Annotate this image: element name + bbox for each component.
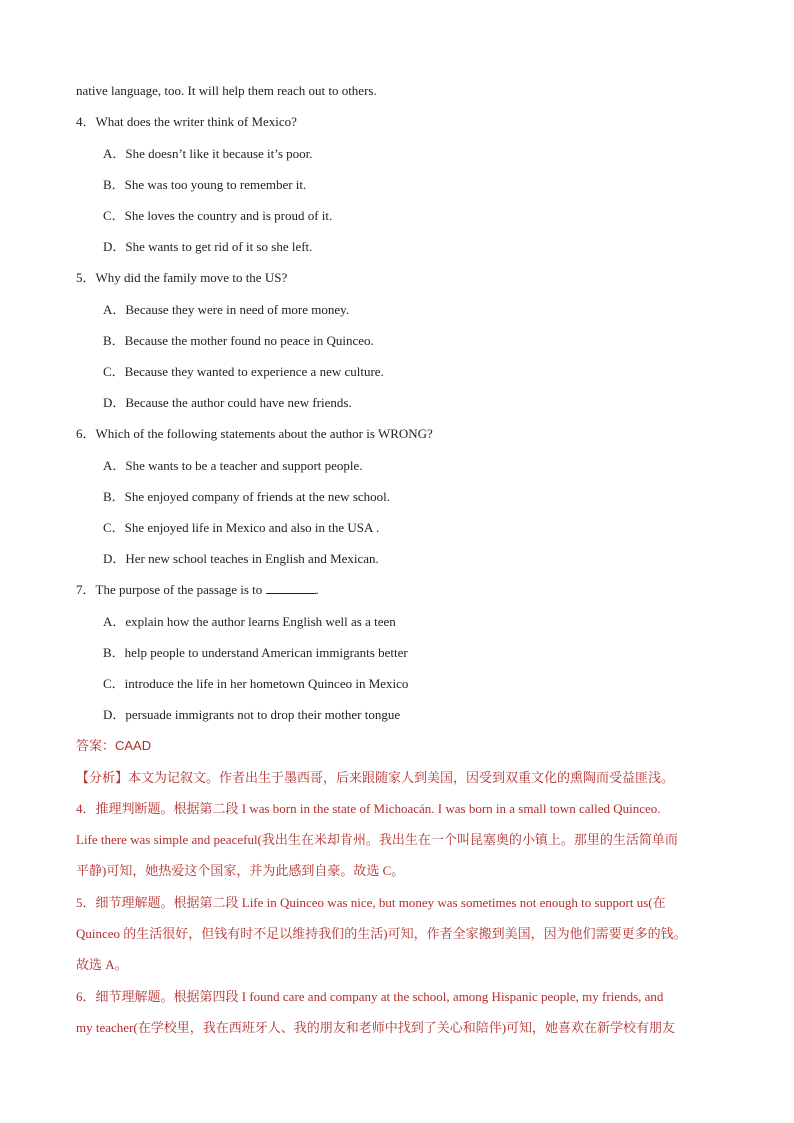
question-6-stem: 6．Which of the following statements about the author is WRONG?	[76, 426, 433, 441]
analysis-question-6	[76, 981, 718, 1043]
analysis-question-5	[76, 887, 718, 980]
analysis-q6-line-1: 6．细节理解题。根据第四段 I found care and company at the school, among Hispanic people, my friends, and	[76, 989, 664, 1004]
analysis-intro: 【分析】本文为记叙文。作者出生于墨西哥，后来跟随家人到美国，因受到双重文化的熏陶而受益匪浅。	[76, 770, 675, 785]
question-5-option-a: A．Because they were in need of more money.	[103, 302, 350, 317]
question-4-option-c: C．She loves the country and is proud of it.	[103, 208, 333, 223]
analysis-q4-line-3: 平静)可知，她热爱这个国家，并为此感到自豪。故选 C。	[76, 863, 405, 878]
question-7-stem-end: .	[315, 582, 319, 597]
question-4-option-d: D．She wants to get rid of it so she left.	[103, 239, 313, 254]
analysis-q4-line-2: Life there was simple and peaceful(我出生在米却肯州。我出生在一个叫昆塞奥的小镇上。那里的生活简单而	[76, 832, 678, 847]
question-7-option-d: D．persuade immigrants not to drop their mother tongue	[103, 707, 401, 722]
question-4-option-a: A．She doesn’t like it because it’s poor.	[103, 146, 313, 161]
analysis-q5-line-1: 5．细节理解题。根据第二段 Life in Quinceo was nice, but money was sometimes not enough to support us(在	[76, 895, 666, 910]
question-6-option-b: B．She enjoyed company of friends at the new school.	[103, 489, 391, 504]
question-5-option-c: C．Because they wanted to experience a new culture.	[103, 364, 384, 379]
analysis-q6-line-2: my teacher(在学校里，我在西班牙人、我的朋友和老师中找到了关心和陪伴)可知，她喜欢在新学校有朋友	[76, 1020, 676, 1035]
question-5-option-d: D．Because the author could have new friends.	[103, 395, 352, 410]
question-7-option-a: A．explain how the author learns English well as a teen	[103, 614, 396, 629]
question-6-option-d: D．Her new school teaches in English and Mexican.	[103, 551, 379, 566]
question-5-option-b: B．Because the mother found no peace in Quinceo.	[103, 333, 374, 348]
question-7-option-c: C．introduce the life in her hometown Quinceo in Mexico	[103, 676, 409, 691]
question-6-option-c: C．She enjoyed life in Mexico and also in the USA .	[103, 520, 380, 535]
question-5-stem: 5．Why did the family move to the US?	[76, 270, 288, 285]
answer-key: 答案：CAAD	[76, 738, 152, 753]
analysis-question-4	[76, 793, 718, 886]
question-7-stem	[76, 581, 319, 599]
question-7-option-b: B．help people to understand American immigrants better	[103, 645, 408, 660]
analysis-q5-line-2: Quinceo 的生活很好，但钱有时不足以维持我们的生活)可知，作者全家搬到美国，因为他们需要更多的钱。	[76, 926, 687, 941]
question-6-option-a: A．She wants to be a teacher and support people.	[103, 458, 363, 473]
answer-blank	[266, 581, 316, 594]
question-7-stem-text: 7．The purpose of the passage is to	[76, 582, 263, 597]
question-4-option-b: B．She was too young to remember it.	[103, 177, 307, 192]
question-4-stem: 4．What does the writer think of Mexico?	[76, 114, 297, 129]
passage-continuation: native language, too. It will help them reach out to others.	[76, 83, 377, 98]
analysis-q4-line-1: 4．推理判断题。根据第二段 I was born in the state of Michoacán. I was born in a small town called Quinceo.	[76, 801, 661, 816]
analysis-q5-line-3: 故选 A。	[76, 957, 128, 972]
